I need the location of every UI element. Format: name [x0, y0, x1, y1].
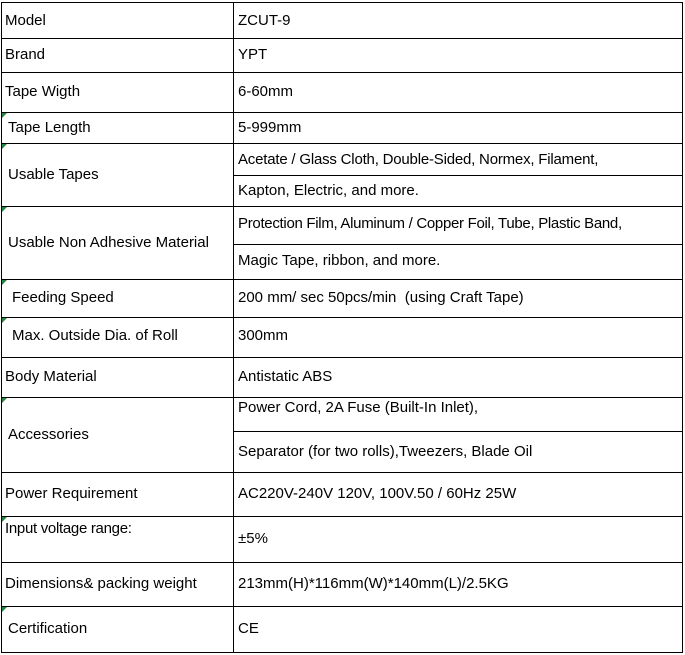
spec-label: Dimensions& packing weight: [5, 575, 197, 592]
row-border: [1, 562, 683, 563]
comment-marker-icon: [2, 318, 7, 323]
spec-label: Input voltage range:: [5, 520, 132, 537]
spec-value: Kapton, Electric, and more.: [238, 182, 419, 199]
row-border: [1, 606, 683, 607]
column-divider: [233, 2, 234, 653]
spec-label: Model: [5, 12, 46, 29]
spec-value: Power Cord, 2A Fuse (Built-In Inlet),: [238, 399, 479, 416]
spec-value: YPT: [238, 46, 268, 63]
spec-label: Accessories: [8, 426, 89, 443]
spec-value: CE: [238, 620, 259, 637]
spec-label: Body Material: [5, 368, 97, 385]
row-border: [1, 143, 683, 144]
sub-row-border: [233, 244, 683, 245]
spec-value: 6-60mm: [238, 83, 294, 100]
table-border-left: [1, 2, 2, 653]
row-border: [1, 317, 683, 318]
row-border: [1, 112, 683, 113]
spec-label: Feeding Speed: [12, 289, 114, 306]
spec-label: Tape Wigth: [5, 83, 81, 100]
comment-marker-icon: [2, 398, 7, 403]
spec-value: 5-999mm: [238, 119, 302, 136]
spec-value: 213mm(H)*116mm(W)*140mm(L)/2.5KG: [238, 575, 509, 592]
comment-marker-icon: [2, 280, 7, 285]
spec-label: Power Requirement: [5, 485, 138, 502]
spec-label: Brand: [5, 46, 46, 63]
row-border: [1, 357, 683, 358]
row-border: [1, 516, 683, 517]
sub-row-border: [233, 431, 683, 432]
spec-label: Usable Tapes: [8, 166, 99, 183]
spec-label: Tape Length: [8, 119, 91, 136]
comment-marker-icon: [2, 113, 7, 118]
spec-value: 200 mm/ sec 50pcs/min (using Craft Tape): [238, 289, 524, 306]
row-border: [1, 206, 683, 207]
row-border: [1, 397, 683, 398]
row-border: [1, 38, 683, 39]
sub-row-border: [233, 175, 683, 176]
row-border: [1, 72, 683, 73]
comment-marker-icon: [2, 144, 7, 149]
table-border-right: [682, 2, 683, 653]
spec-value: Antistatic ABS: [238, 368, 333, 385]
comment-marker-icon: [2, 207, 7, 212]
spec-label: Certification: [8, 620, 88, 637]
spec-value: Separator (for two rolls),Tweezers, Blade Oil: [238, 443, 533, 460]
row-border: [1, 279, 683, 280]
spec-value: AC220V-240V 120V, 100V.50 / 60Hz 25W: [238, 485, 517, 502]
spec-value: Magic Tape, ribbon, and more.: [238, 252, 441, 269]
comment-marker-icon: [2, 607, 7, 612]
spec-value: Protection Film, Aluminum / Copper Foil, Tube, Plastic Band,: [238, 215, 622, 232]
table-border-bottom: [1, 652, 683, 653]
spec-value: ±5%: [238, 530, 268, 547]
row-border: [1, 472, 683, 473]
spec-value: 300mm: [238, 327, 289, 344]
spec-label: Usable Non Adhesive Material: [8, 234, 209, 251]
spec-label: Max. Outside Dia. of Roll: [12, 327, 178, 344]
row-border: [1, 2, 683, 3]
spec-value: ZCUT-9: [238, 12, 291, 29]
spec-value: Acetate / Glass Cloth, Double-Sided, Normex, Filament,: [238, 151, 599, 168]
